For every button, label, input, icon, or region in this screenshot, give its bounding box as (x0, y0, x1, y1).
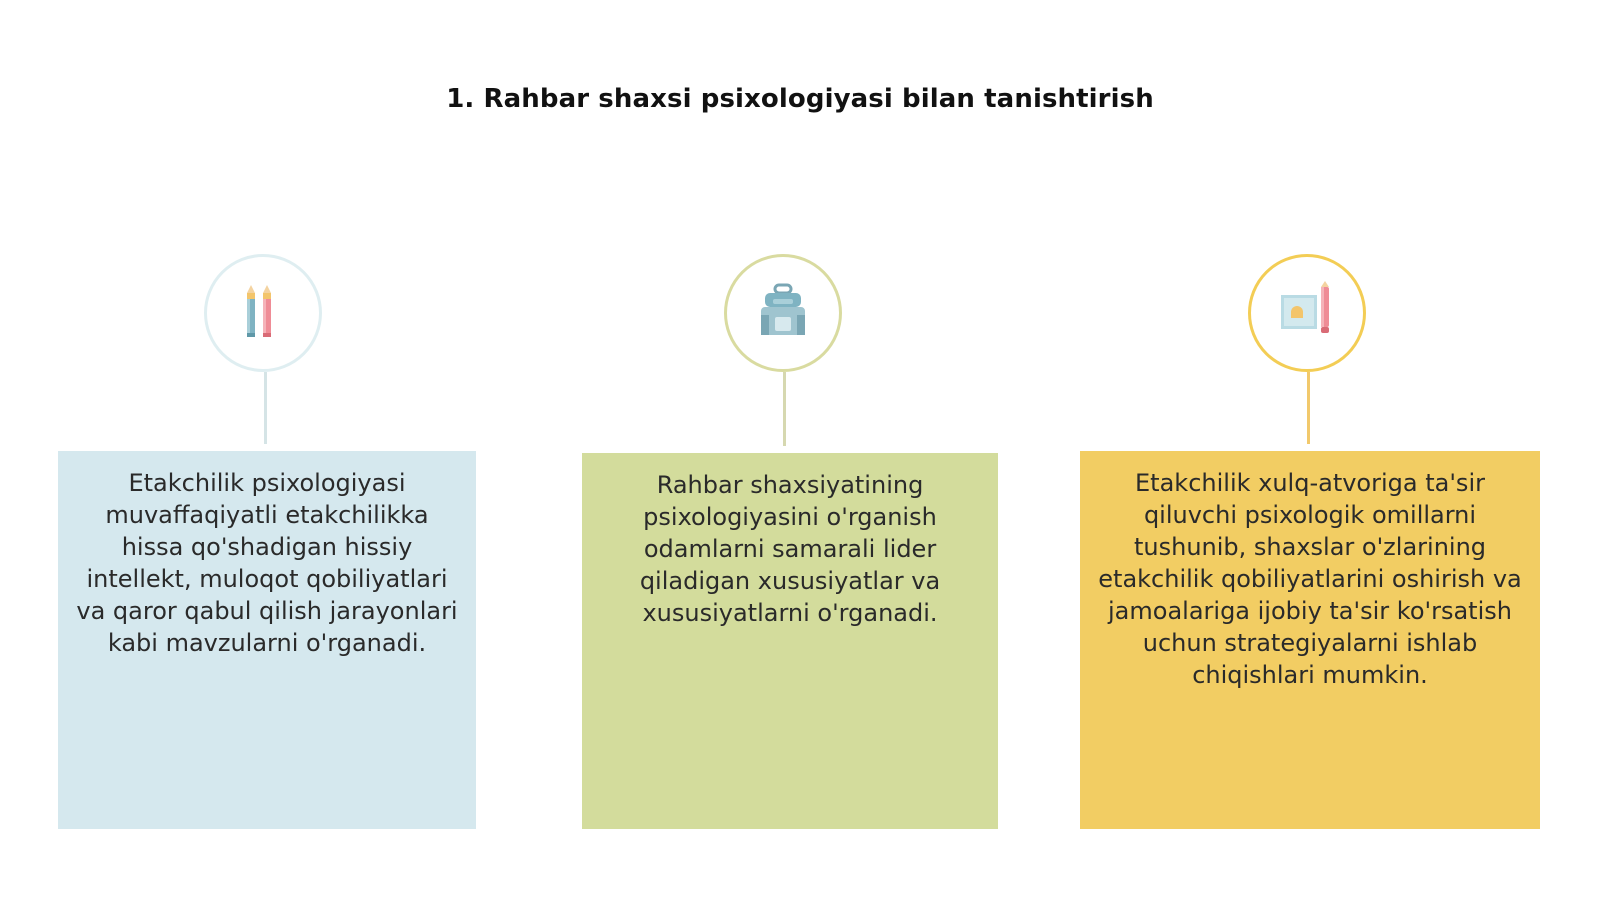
backpack-icon (751, 279, 815, 347)
info-card-2 (582, 453, 998, 829)
connector-line-3 (1307, 372, 1310, 444)
page-title: 1. Rahbar shaxsi psixologiyasi bilan tanishtirish (446, 84, 1154, 114)
info-card-3 (1080, 451, 1540, 829)
connector-line-1 (264, 372, 267, 444)
icon-circle-3 (1248, 254, 1366, 372)
icon-circle-1 (204, 254, 322, 372)
drawing-pencil-icon (1275, 279, 1339, 347)
info-card-text: Etakchilik psixologiyasi muvaffaqiyatli etakchilikka hissa qo'shadigan hissiy intellekt, muloqot qobiliyatlari va qaror qabul qilish jarayonlari kabi mavzularni o'rganadi. (76, 469, 458, 657)
info-card-1 (58, 451, 476, 829)
pencils-icon (233, 281, 293, 345)
icon-circle-2 (724, 254, 842, 372)
info-card-text: Etakchilik xulq-atvoriga ta'sir qiluvchi psixologik omillarni tushunib, shaxslar o'zlarining etakchilik qobiliyatlarini oshirish va jamoalariga ijobiy ta'sir ko'rsatish uchun strategiyalarni ishlab chiqishlari mumkin. (1098, 469, 1522, 689)
info-card-text: Rahbar shaxsiyatining psixologiyasini o'rganish odamlarni samarali lider qiladigan xususiyatlar va xususiyatlarni o'rganadi. (639, 471, 941, 627)
connector-line-2 (783, 372, 786, 446)
